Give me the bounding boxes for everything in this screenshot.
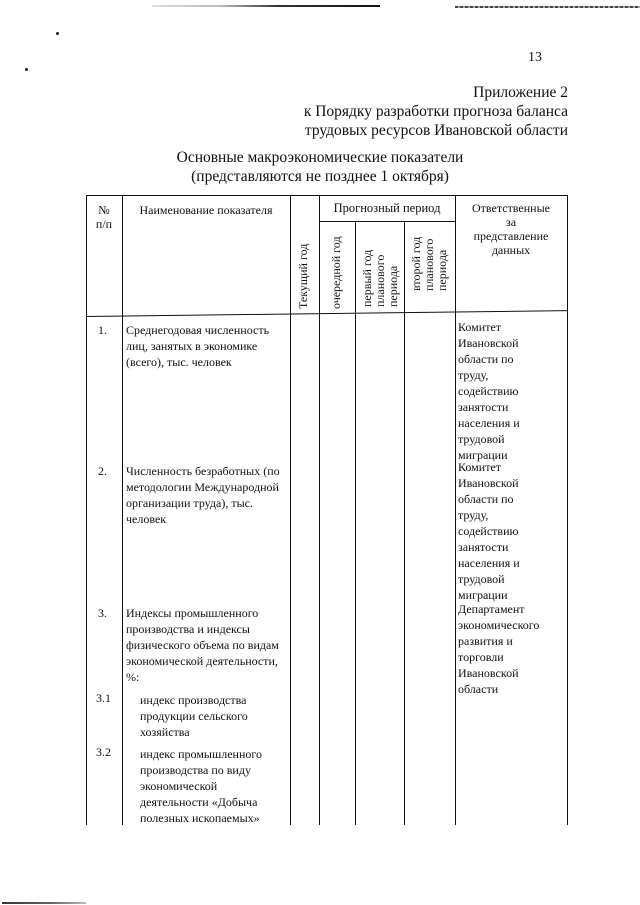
scan-artifact-top-right [455,6,640,8]
appendix-line: к Порядку разработки прогноза баланса [303,103,568,120]
row-number: 3.2 [96,745,111,759]
row-number: 3.1 [96,691,111,705]
row-responsible: Комитет Ивановской области по труду, содействию занятости населения и трудовой миграции [458,460,520,602]
header-first-plan-year: первый год планового периода [360,249,400,307]
column-divider [455,195,456,825]
title-line: Основные макроэкономические показатели [176,149,464,166]
row-number: 2. [98,464,107,478]
row-responsible: Департамент экономического развития и торговли Ивановской области [458,602,540,696]
header-number: № п/п [95,203,113,231]
appendix-line: трудовых ресурсов Ивановской области [304,122,568,139]
column-divider [290,195,291,825]
appendix-line: Приложение 2 [473,84,568,101]
row-indicator-name: Численность безработных (по методологии Международной организации труда), тыс. человек [126,464,280,526]
column-divider [122,195,123,825]
row-indicator-name: Среднегодовая численность лиц, занятых в экономике (всего), тыс. человек [126,323,270,369]
page-number: 13 [528,50,542,65]
scan-artifact-bottom [2,902,86,904]
table-border-left [86,195,87,825]
row-indicator-name: индекс промышленного производства по виду экономической деятельности «Добыча полезных ископаемых» [140,747,263,825]
title-line: (представляются не позднее 1 октября) [191,168,449,185]
column-divider [319,195,320,825]
table-border-right [567,195,568,825]
row-number: 3. [98,606,107,620]
column-divider [355,221,356,825]
row-responsible: Комитет Ивановской области по труду, содействию занятости населения и трудовой миграции [458,320,520,462]
scan-dot [25,68,28,71]
header-current-year: Текущий год [296,243,310,309]
scan-dot [56,32,59,35]
row-indicator-name: индекс производства продукции сельского хозяйства [140,693,248,739]
header-second-plan-year: второй год планового периода [409,236,449,291]
header-responsible: Ответственные за представление данных [472,201,550,257]
header-name: Наименование показателя [139,203,273,217]
header-next-year: очередной год [329,236,343,309]
header-bottom-line [86,310,568,317]
indicators-table [86,195,567,825]
row-number: 1. [98,323,107,337]
appendix-caption [304,83,568,140]
document-title [150,148,490,186]
forecast-subheader-line [319,221,455,222]
row-indicator-name: Индексы промышленного производства и индексы физического объема по видам экономической деятельности, %: [126,606,279,684]
table-border-top [86,195,568,196]
scan-artifact-top-left [152,5,380,7]
header-forecast-period: Прогнозный период [333,201,441,215]
